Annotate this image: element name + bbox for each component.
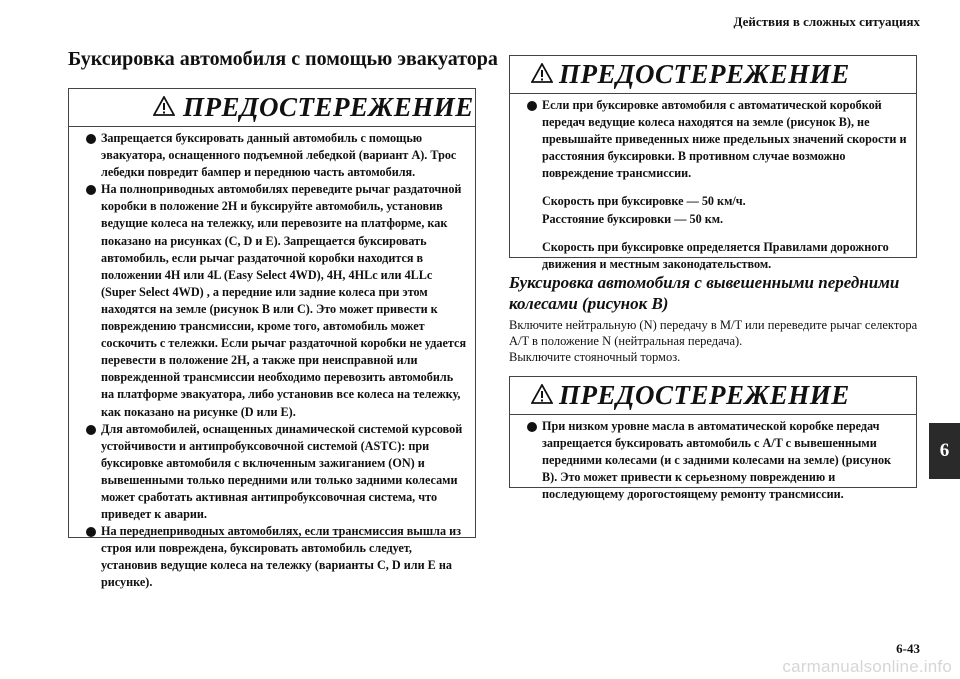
section-body-line: Выключите стояночный тормоз. [509,350,681,364]
page-title: Буксировка автомобиля с помощью эвакуатора [68,48,498,70]
warning-header [510,56,916,94]
warning-triangle-icon [531,384,553,404]
warning-note: Скорость при буксировке определяется Правилами дорожного движения и местным законодательством. [542,239,889,271]
bullet-dot-icon [86,425,96,435]
bullet-dot-icon [527,422,537,432]
warning-item-text: Если при буксировке автомобиля с автоматической коробкой передач ведущие колеса находятся на земле (рисунок B), не превышайте приведенных ниже предельных значений скорости и расстояния буксировки. В противном случае возможно повреждение трансмиссии. [542,98,907,181]
warning-box-right-top [509,55,917,271]
section-body-line: Включите нейтральную (N) передачу в M/T или переведите рычаг селектора A/T в положение N (нейтральная передача). [509,318,918,348]
warning-title: ПРЕДОСТЕРЕЖЕНИЕ [183,92,474,122]
warning-item-text: На переднеприводных автомобилях, если трансмиссия вышла из строя или повреждена, буксировать автомобиль следует, установив ведущие колеса на тележку (варианты C, D или E на рисунке). [101,524,462,590]
warning-header [510,377,916,415]
warning-item-text: Запрещается буксировать данный автомобиль с помощью эвакуатора, оснащенного подъемной лебедкой (вариант A). Трос лебедки повредит бампер и переднюю часть автомобиля. [101,131,457,180]
warning-item-text: На полноприводных автомобилях переведите рычаг раздаточной коробки в положение 2H и буксируйте автомобиль, установив ведущие колеса на тележку, или перевозите на платформе, как показано на рисунках (C, D и E). Запрещается буксировать автомобиль, если рычаг раздаточной коробки находится в положении 4H или 4L (Easy Select 4WD), 4H, 4HLc или 4LLc (Super Select 4WD) , а передние или задние колеса при этом находятся на земле (рисунок B или C). Это может привести к повреждению трансмиссии, кроме того, автомобиль может соскочить с тележки. Если рычаг раздаточной коробки не удается перевести в положение 2H, а также при неисправной или поврежденной трансмиссии необходимо перевозить автомобиль на платформе эвакуатора, либо установив все колеса на тележку, как показано на рисунке (D или E). [101,182,467,419]
bullet-dot-icon [86,527,96,537]
bullet-dot-icon [527,101,537,111]
warning-item [79,130,467,181]
chapter-tab: 6 [929,423,960,479]
warning-box-left [68,88,476,590]
warning-item-text: При низком уровне масла в автоматической коробке передач запрещается буксировать автомобиль с A/T с вывешенными передними колесами (и с задними колесами на земле) (рисунок B). Это может привести к серьезному повреждению и последующему дорогостоящему ремонту трансмиссии. [542,419,892,502]
warning-title: ПРЕДОСТЕРЕЖЕНИЕ [559,380,850,410]
warning-item [520,97,908,182]
towing-distance-limit: Расстояние буксировки — 50 км. [542,211,724,226]
warning-item [79,421,467,524]
bullet-dot-icon [86,185,96,195]
warning-box-right-bottom [509,376,917,502]
warning-triangle-icon [153,96,175,116]
warning-item [520,418,908,503]
warning-title: ПРЕДОСТЕРЕЖЕНИЕ [559,59,850,89]
section-title: Буксировка автомобиля с вывешенными передними колесами (рисунок B) [509,273,900,313]
running-header: Действия в сложных ситуациях [733,14,920,29]
bullet-dot-icon [86,134,96,144]
watermark: carmanualsonline.info [782,657,952,676]
warning-header [69,89,475,127]
page-number: 6-43 [896,641,920,656]
warning-item [79,523,467,591]
section-body [509,317,929,365]
warning-triangle-icon [531,63,553,83]
towing-speed-limit: Скорость при буксировке — 50 км/ч. [542,194,746,209]
warning-item [79,181,467,420]
warning-item-text: Для автомобилей, оснащенных динамической системой курсовой устойчивости и антипробуксовочной системой (ASTC): при буксировке автомобиля с включенным зажиганием (ON) и вывешенными только передними или только задними колесами может сработать активная антипробуксовочная система, что приведет к аварии. [101,421,463,522]
